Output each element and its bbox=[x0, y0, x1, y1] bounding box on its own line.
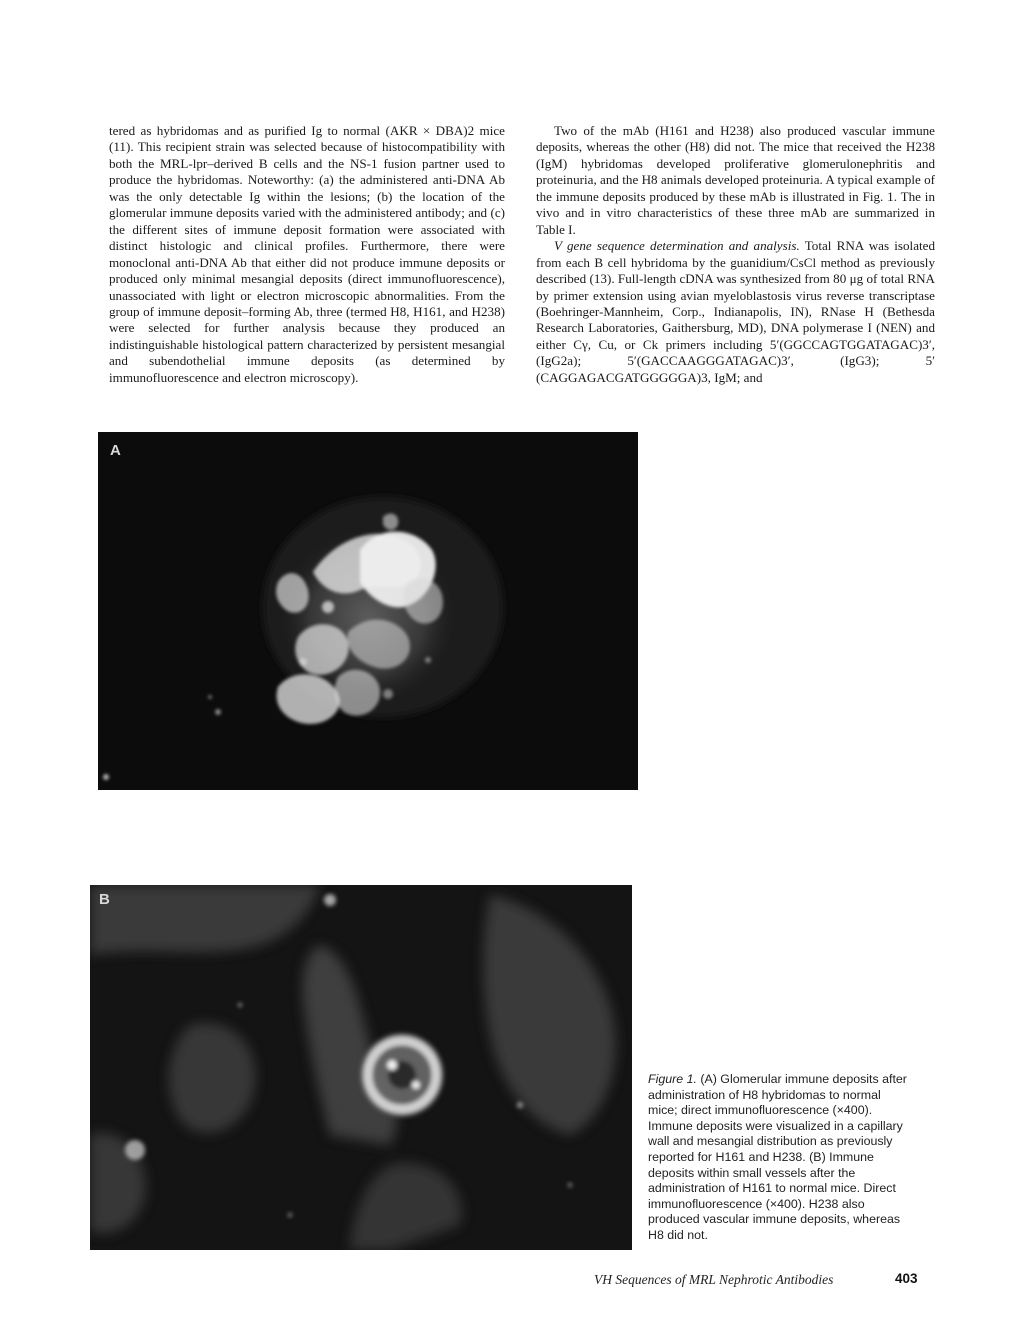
methods-text: Total RNA was isolated from each B cell hybridoma by the guanidium/CsCl method as previously described (13). Full-length cDNA was synthesized from 80 μg of total RNA by primer extension using avian myeloblastosis virus reverse transcriptase (Boehringer-Mannheim, Corp., Indianapolis, IN), RNase H (Bethesda Research Laboratories, Gaithersburg, MD), DNA polymerase I (NEN) and either Cγ, Cu, or Ck primers including 5′(GGCCAGTGGATAGAC)3′, (IgG2a); 5′(GACCAAGGGATAGAC)3′, (IgG3); 5′(CAGGAGACGATGGGGGA)3, IgM; and bbox=[536, 238, 936, 385]
panel-a-label: A bbox=[110, 442, 121, 459]
left-text-column bbox=[109, 123, 505, 386]
caption-text: (A) Glomerular immune deposits after administration of H8 hybridomas to normal mice; direct immunofluorescence (×400). Immune deposits were visualized in a capillary wall and mesangial distribution as previously reported for H161 and H238. (B) Immune deposits within small vessels after the administration of H161 to normal mice. Direct immunofluorescence (×400). H238 also produced vascular immune deposits, whereas H8 did not. bbox=[648, 1072, 907, 1242]
right-paragraph-1: Two of the mAb (H161 and H238) also produced vascular immune deposits, whereas the other (H8) did not. The mice that received the H238 (IgM) hybridomas developed proliferative glomerulonephritis and proteinuria, and the H8 animals developed proteinuria. A typical example of the immune deposits produced by these mAb is illustrated in Fig. 1. The in vivo and in vitro characteristics of these three mAb are summarized in Table I. bbox=[536, 123, 935, 237]
left-paragraph: tered as hybridomas and as purified Ig to normal (AKR × DBA)2 mice (11). This recipient strain was selected because of histocompatibility with both the MRL-lpr–derived B cells and the NS-1 fusion partner used to produce the hybridomas. Noteworthy: (a) the administered anti-DNA Ab was the only detectable Ig within the lesions; (b) the location of the glomerular immune deposits varied with the administered antibody; and (c) the different sites of immune deposit formation were associated with distinct histologic and clinical profiles. Furthermore, there were monoclonal anti-DNA Ab that either did not produce immune deposits or produced only minimal mesangial deposits (direct immunofluorescence), unassociated with light or electron microscopic abnormalities. From the group of immune deposit–forming Ab, three (termed H8, H161, and H238) were selected for further analysis because they produced an indistinguishable histological pattern characterized by persistent mesangial and subendothelial immune deposits (as determined by immunofluorescence and electron microscopy). bbox=[109, 123, 505, 385]
right-text-column bbox=[536, 123, 935, 386]
running-head: VH Sequences of MRL Nephrotic Antibodies bbox=[594, 1272, 834, 1287]
right-paragraph-2 bbox=[536, 238, 935, 386]
panel-b-label: B bbox=[99, 891, 110, 908]
figure-panel-a bbox=[98, 432, 638, 790]
section-heading: V gene sequence determination and analysis. bbox=[554, 238, 800, 254]
caption-label: Figure 1. bbox=[648, 1072, 697, 1086]
figure-caption bbox=[648, 1072, 910, 1244]
micrograph-a-image bbox=[98, 432, 638, 790]
micrograph-b-image bbox=[90, 885, 632, 1250]
figure-panel-b bbox=[90, 885, 632, 1250]
page-number: 403 bbox=[895, 1271, 918, 1286]
